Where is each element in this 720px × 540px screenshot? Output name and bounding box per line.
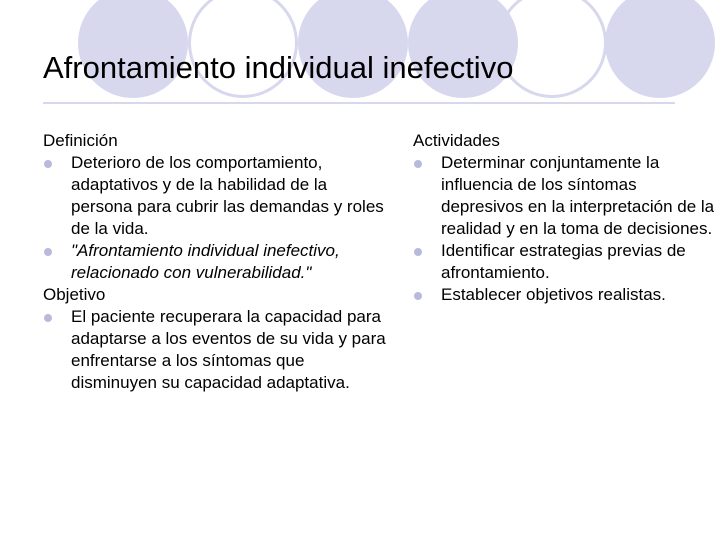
definicion-item-text: Deterioro de los comportamiento, adaptativos y de la habilidad de la persona para cubrir las demandas y roles de la vida. xyxy=(71,153,384,238)
actividades-item-text: Identificar estrategias previas de afrontamiento. xyxy=(441,241,686,282)
objetivo-heading: Objetivo xyxy=(43,285,106,304)
bullet-icon xyxy=(44,160,52,168)
left-column xyxy=(43,130,388,394)
actividades-item-text: Establecer objetivos realistas. xyxy=(441,285,666,304)
list-item xyxy=(413,240,718,284)
slide-title: Afrontamiento individual inefectivo xyxy=(43,50,514,85)
list-item xyxy=(43,306,388,394)
list-item xyxy=(43,152,388,240)
actividades-item-text: Determinar conjuntamente la influencia de los síntomas depresivos en la interpretación de la realidad y en la toma de decisiones. xyxy=(441,153,715,238)
objetivo-item-text: El paciente recuperara la capacidad para adaptarse a los eventos de su vida y para enfrentarse a los síntomas que disminuyen su capacidad adaptativa. xyxy=(71,307,386,392)
bullet-icon xyxy=(44,314,52,322)
actividades-heading: Actividades xyxy=(413,131,500,150)
bullet-icon xyxy=(44,248,52,256)
definicion-item-text: "Afrontamiento individual inefectivo, relacionado con vulnerabilidad." xyxy=(71,241,340,282)
right-column xyxy=(413,130,718,306)
title-divider xyxy=(43,102,675,104)
bullet-icon xyxy=(414,292,422,300)
decorative-circle xyxy=(497,0,607,98)
list-item xyxy=(413,152,718,240)
bullet-icon xyxy=(414,248,422,256)
definicion-heading: Definición xyxy=(43,131,118,150)
list-item xyxy=(43,240,388,284)
bullet-icon xyxy=(414,160,422,168)
list-item xyxy=(413,284,718,306)
decorative-circle xyxy=(605,0,715,98)
